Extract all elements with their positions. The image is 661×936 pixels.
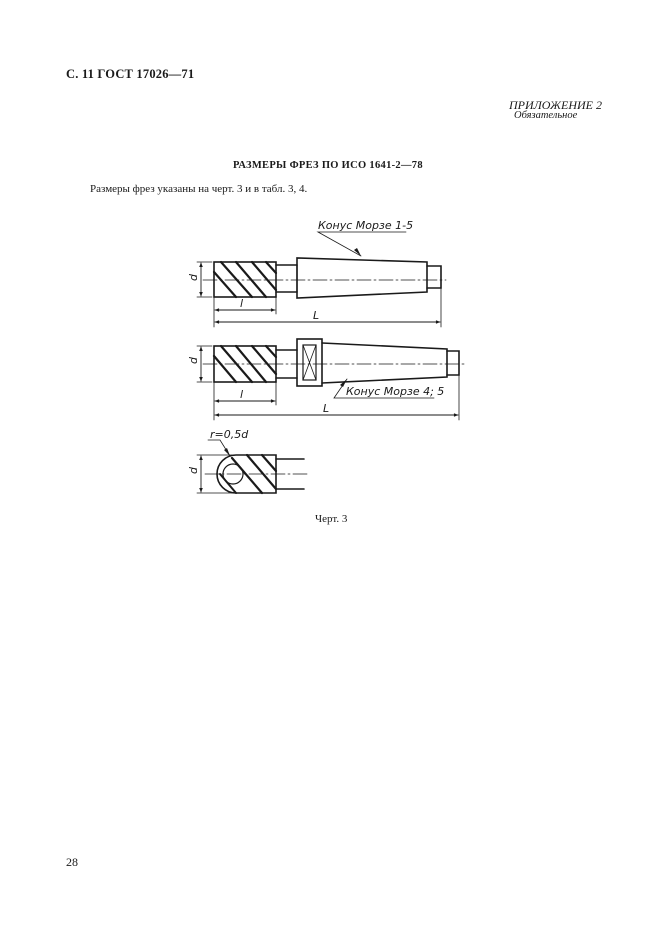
fig3-radius-label: r=0,5d (210, 428, 249, 441)
figure-2-cutter-morse-taper-collar (197, 339, 464, 420)
fig1-dim-d: d (187, 274, 200, 281)
fig2-dim-d: d (187, 357, 200, 364)
figure-caption: Черт. 3 (315, 513, 348, 525)
fig3-dim-d: d (187, 467, 200, 474)
page-header: С. 11 ГОСТ 17026—71 (66, 67, 195, 81)
intro-paragraph: Размеры фрез указаны на черт. 3 и в табл. 3, 4. (90, 183, 308, 195)
fig2-dim-l: l (240, 388, 244, 401)
fig1-dim-l: l (240, 297, 244, 310)
page-number: 28 (66, 855, 78, 869)
section-title: РАЗМЕРЫ ФРЕЗ ПО ИСО 1641-2—78 (233, 160, 423, 171)
figure-1-cutter-morse-taper (197, 232, 446, 327)
fig1-cone-label: Конус Морзе 1-5 (318, 219, 414, 232)
fig1-dim-L: L (313, 309, 320, 322)
appendix-status: Обязательное (514, 110, 578, 121)
figure-3-ball-end-cutter (197, 440, 308, 493)
fig2-cone-label: Конус Морзе 4; 5 (346, 385, 445, 398)
fig2-dim-L: L (323, 402, 330, 415)
appendix-title: ПРИЛОЖЕНИЕ 2 (509, 98, 602, 112)
